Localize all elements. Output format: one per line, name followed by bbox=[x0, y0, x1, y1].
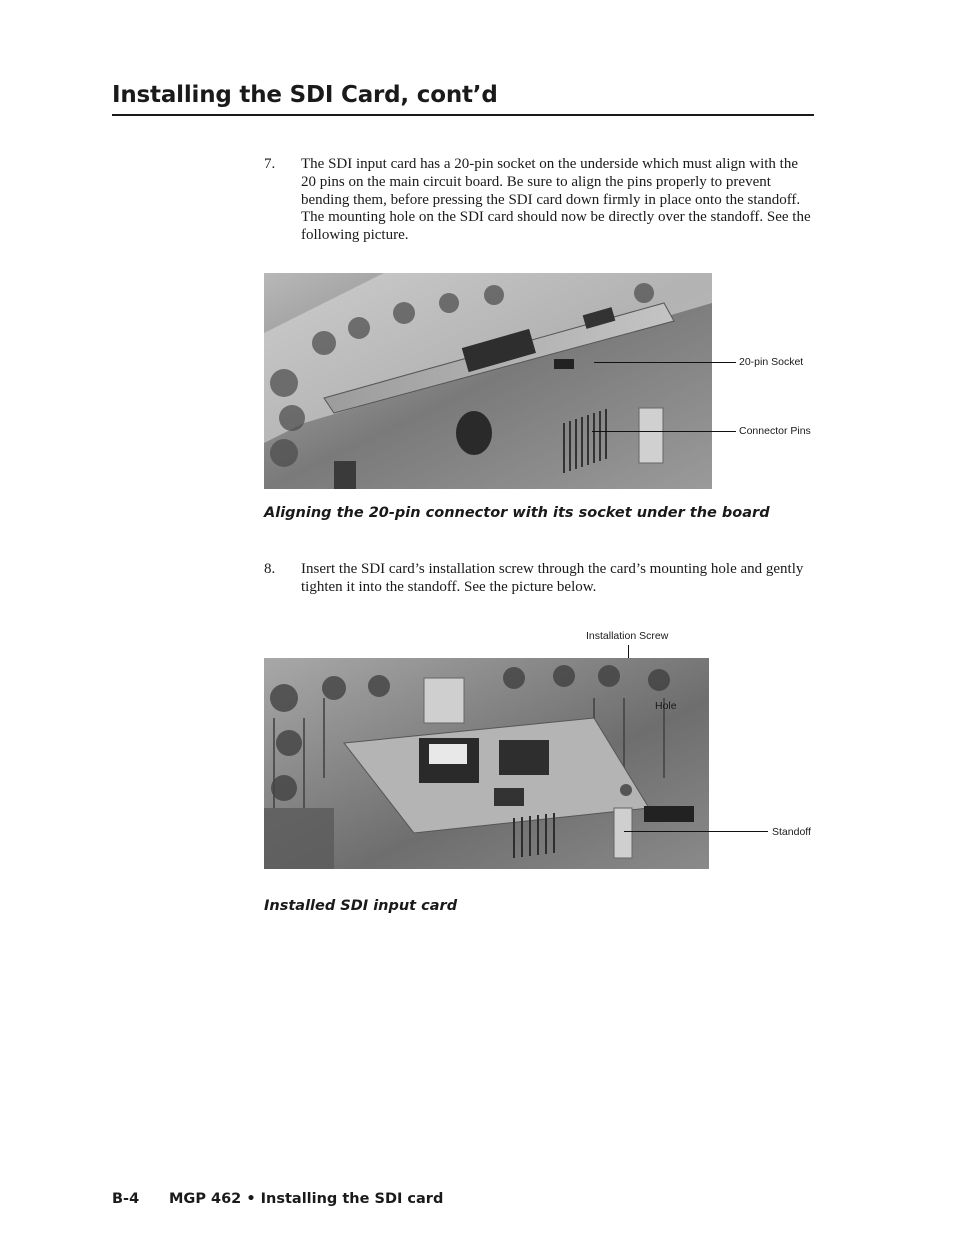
page-footer bbox=[112, 1191, 443, 1207]
step-text: The SDI input card has a 20-pin socket on the underside which must align with the 20 pins on the main circuit board. Be sure to align the pins properly to prevent bending them, before pressing the SDI card down firmly in place onto the standoff. The mounting hole on the SDI card should now be directly over the standoff. See the following picture. bbox=[301, 156, 811, 244]
step-number: 8. bbox=[264, 561, 276, 577]
callout-20-pin-socket: 20-pin Socket bbox=[739, 356, 804, 368]
callout-hole: Hole bbox=[655, 700, 677, 712]
step-number: 7. bbox=[264, 156, 276, 172]
step-7 bbox=[264, 156, 814, 245]
callout-leader-20-pin-socket bbox=[594, 362, 736, 363]
callout-connector-pins: Connector Pins bbox=[739, 425, 811, 437]
circuit-board-image bbox=[264, 273, 712, 489]
figure-caption: Aligning the 20-pin connector with its socket under the board bbox=[264, 505, 770, 521]
footer-text: MGP 462 • Installing the SDI card bbox=[169, 1191, 444, 1207]
figure-caption: Installed SDI input card bbox=[264, 898, 458, 914]
circuit-board-photo-aligning bbox=[264, 273, 712, 489]
callout-leader-standoff bbox=[624, 831, 768, 832]
circuit-board-photo-installed bbox=[264, 658, 709, 869]
step-8 bbox=[264, 561, 814, 597]
callout-installation-screw: Installation Screw bbox=[586, 630, 669, 642]
page-number: B-4 bbox=[112, 1191, 140, 1207]
installed-card-image bbox=[264, 658, 709, 869]
step-text: Insert the SDI card’s installation screw through the card’s mounting hole and gently tighten it into the standoff. See the picture below. bbox=[301, 561, 804, 595]
callout-leader-connector-pins bbox=[592, 431, 736, 432]
title-rule bbox=[112, 114, 814, 116]
callout-standoff: Standoff bbox=[772, 826, 811, 838]
page-title: Installing the SDI Card, cont’d bbox=[112, 82, 498, 108]
